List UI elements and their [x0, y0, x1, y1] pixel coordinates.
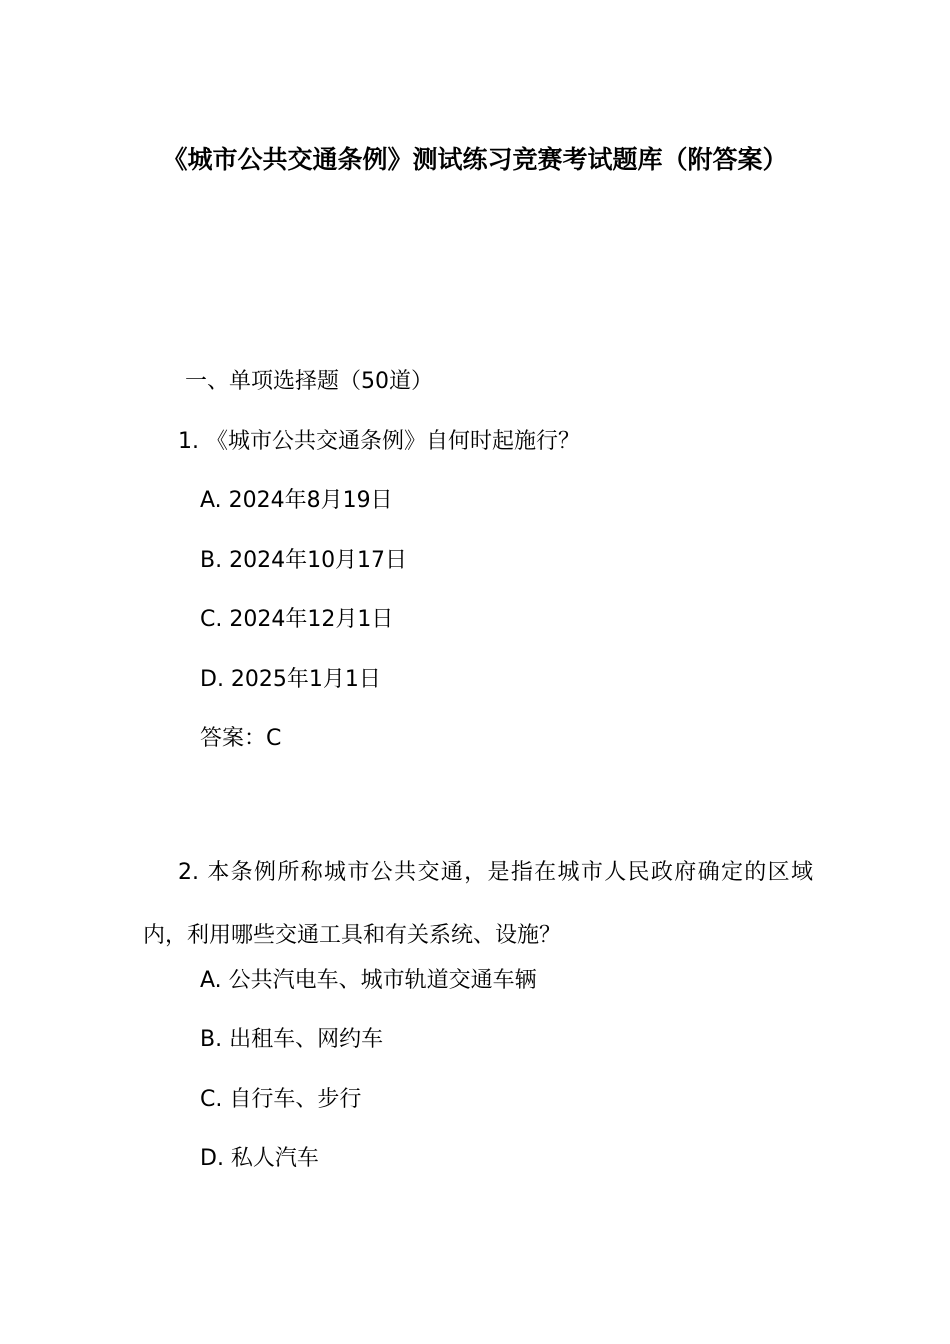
section-heading: 一、单项选择题（50道）: [185, 369, 433, 394]
question-1-answer: 答案：C: [200, 726, 282, 751]
question-1-option-c: C. 2024年12月1日: [200, 607, 394, 632]
question-2-option-b: B. 出租车、网约车: [200, 1027, 384, 1052]
question-1-option-d: D. 2025年1月1日: [200, 667, 381, 692]
question-2-option-c: C. 自行车、步行: [200, 1087, 362, 1112]
question-2-option-d: D. 私人汽车: [200, 1146, 319, 1171]
question-2-option-a: A. 公共汽电车、城市轨道交通车辆: [200, 968, 537, 993]
document-title: 《城市公共交通条例》测试练习竞赛考试题库（附答案）: [162, 145, 788, 174]
question-2-stem: 2. 本条例所称城市公共交通，是指在城市人民政府确定的区域内，利用哪些交通工具和有关系统、设施？: [143, 860, 813, 948]
question-1-option-a: A. 2024年8月19日: [200, 488, 393, 513]
question-1-stem: 1. 《城市公共交通条例》自何时起施行？: [178, 429, 580, 454]
question-1-option-b: B. 2024年10月17日: [200, 548, 408, 573]
